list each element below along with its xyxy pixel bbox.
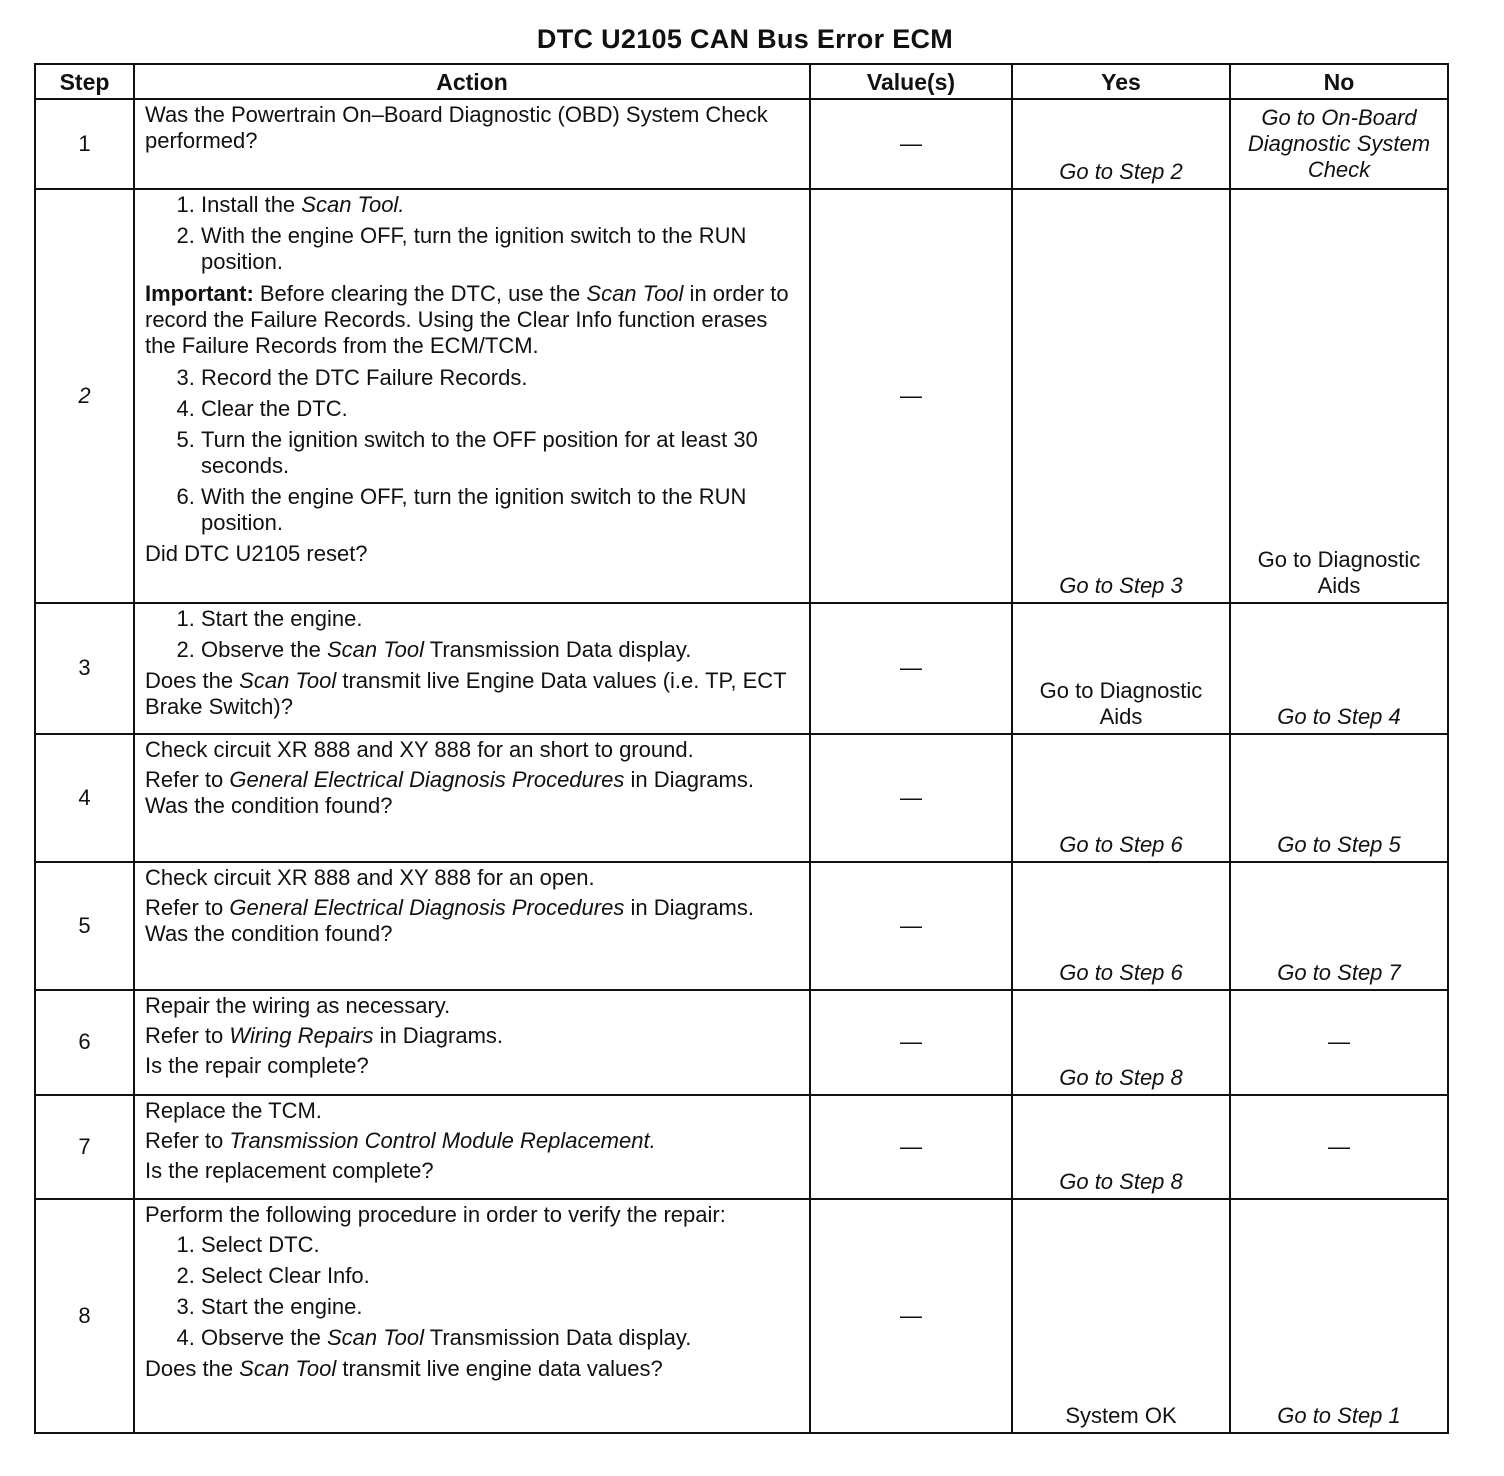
document-title: DTC U2105 CAN Bus Error ECM <box>536 24 954 54</box>
table-row <box>35 990 1448 1095</box>
action-text: Replace the TCM. <box>145 1098 322 1123</box>
action-question: Is the repair complete? <box>145 1053 369 1078</box>
step-number: 6 <box>35 990 134 1095</box>
value-cell: — <box>810 990 1012 1095</box>
action-list-item: 2. Select Clear Info. <box>201 1263 799 1289</box>
header-action: Action <box>134 64 810 99</box>
action-reference: Refer to General Electrical Diagnosis Procedures in Diagrams. <box>145 767 754 792</box>
action-question: Does the Scan Tool transmit live Engine Data values (i.e. TP, ECT Brake Switch)? <box>145 668 787 719</box>
no-cell: Go to Step 4 <box>1230 603 1448 734</box>
value-cell: — <box>810 99 1012 189</box>
table-row <box>35 1199 1448 1433</box>
step-number: 5 <box>35 862 134 990</box>
table-row <box>35 189 1448 603</box>
action-cell <box>134 990 810 1095</box>
header-step: Step <box>35 64 134 99</box>
action-cell <box>134 1095 810 1199</box>
yes-cell: Go to Step 8 <box>1012 990 1230 1095</box>
step-number: 4 <box>35 734 134 862</box>
yes-cell: Go to Step 8 <box>1012 1095 1230 1199</box>
table-row <box>35 99 1448 189</box>
step-number: 3 <box>35 603 134 734</box>
action-cell <box>134 99 810 189</box>
diagnostic-table <box>34 63 1449 1434</box>
yes-cell: Go to Step 2 <box>1012 99 1230 189</box>
action-list-item: 1. Select DTC. <box>201 1232 799 1258</box>
action-cell <box>134 862 810 990</box>
action-list-item: 1. Install the Scan Tool. <box>201 192 799 218</box>
step-number: 1 <box>35 99 134 189</box>
header-values: Value(s) <box>810 64 1012 99</box>
action-list-item: 6. With the engine OFF, turn the ignition switch to the RUN position. <box>201 484 799 536</box>
table-row <box>35 734 1448 862</box>
action-question: Does the Scan Tool transmit live engine data values? <box>145 1356 663 1381</box>
action-reference: Refer to Transmission Control Module Replacement. <box>145 1128 656 1153</box>
action-text: Perform the following procedure in order to verify the repair: <box>145 1202 726 1227</box>
action-list-item: 1. Start the engine. <box>201 606 799 632</box>
no-cell: Go to Step 7 <box>1230 862 1448 990</box>
value-cell: — <box>810 1095 1012 1199</box>
action-reference: Refer to Wiring Repairs in Diagrams. <box>145 1023 504 1048</box>
yes-cell: Go to Step 6 <box>1012 734 1230 862</box>
action-question: Is the replacement complete? <box>145 1158 434 1183</box>
important-note: Important: Before clearing the DTC, use the Scan Tool in order to record the Failure Records. Using the Clear Info function erases the Failure Records from the ECM/TCM. <box>145 281 789 358</box>
action-list-item: 4. Clear the DTC. <box>201 396 799 422</box>
value-cell: — <box>810 734 1012 862</box>
action-list-item: 4. Observe the Scan Tool Transmission Data display. <box>201 1325 799 1351</box>
table-row <box>35 1095 1448 1199</box>
value-cell: — <box>810 189 1012 603</box>
no-cell: Go to Diagnostic Aids <box>1230 189 1448 603</box>
yes-cell: Go to Diagnostic Aids <box>1012 603 1230 734</box>
header-yes: Yes <box>1012 64 1230 99</box>
step-number: 2 <box>35 189 134 603</box>
action-list-item: 3. Start the engine. <box>201 1294 799 1320</box>
action-question: Was the Powertrain On–Board Diagnostic (OBD) System Check performed? <box>145 102 768 153</box>
value-cell: — <box>810 1199 1012 1433</box>
table-header-row <box>35 64 1448 99</box>
action-cell <box>134 1199 810 1433</box>
action-question: Did DTC U2105 reset? <box>145 541 368 566</box>
action-list-item: 3. Record the DTC Failure Records. <box>201 365 799 391</box>
action-list-item: 2. With the engine OFF, turn the ignition switch to the RUN position. <box>201 223 799 275</box>
table-row <box>35 603 1448 734</box>
action-list-item: 5. Turn the ignition switch to the OFF position for at least 30 seconds. <box>201 427 799 479</box>
no-cell: Go to Step 1 <box>1230 1199 1448 1433</box>
action-text: Check circuit XR 888 and XY 888 for an open. <box>145 865 595 890</box>
action-cell <box>134 734 810 862</box>
yes-cell: Go to Step 3 <box>1012 189 1230 603</box>
value-cell: — <box>810 603 1012 734</box>
yes-cell: Go to Step 6 <box>1012 862 1230 990</box>
action-cell <box>134 189 810 603</box>
step-number: 7 <box>35 1095 134 1199</box>
action-reference: Refer to General Electrical Diagnosis Procedures in Diagrams. <box>145 895 754 920</box>
no-cell: — <box>1230 1095 1448 1199</box>
action-question: Was the condition found? <box>145 793 393 818</box>
yes-cell: System OK <box>1012 1199 1230 1433</box>
action-question: Was the condition found? <box>145 921 393 946</box>
value-cell: — <box>810 862 1012 990</box>
no-cell: Go to Step 5 <box>1230 734 1448 862</box>
no-cell: Go to On-Board Diagnostic System Check <box>1230 99 1448 189</box>
action-list-item: 2. Observe the Scan Tool Transmission Data display. <box>201 637 799 663</box>
action-text: Check circuit XR 888 and XY 888 for an short to ground. <box>145 737 694 762</box>
action-text: Repair the wiring as necessary. <box>145 993 451 1018</box>
action-cell <box>134 603 810 734</box>
header-no: No <box>1230 64 1448 99</box>
no-cell: — <box>1230 990 1448 1095</box>
step-number: 8 <box>35 1199 134 1433</box>
table-row <box>35 862 1448 990</box>
